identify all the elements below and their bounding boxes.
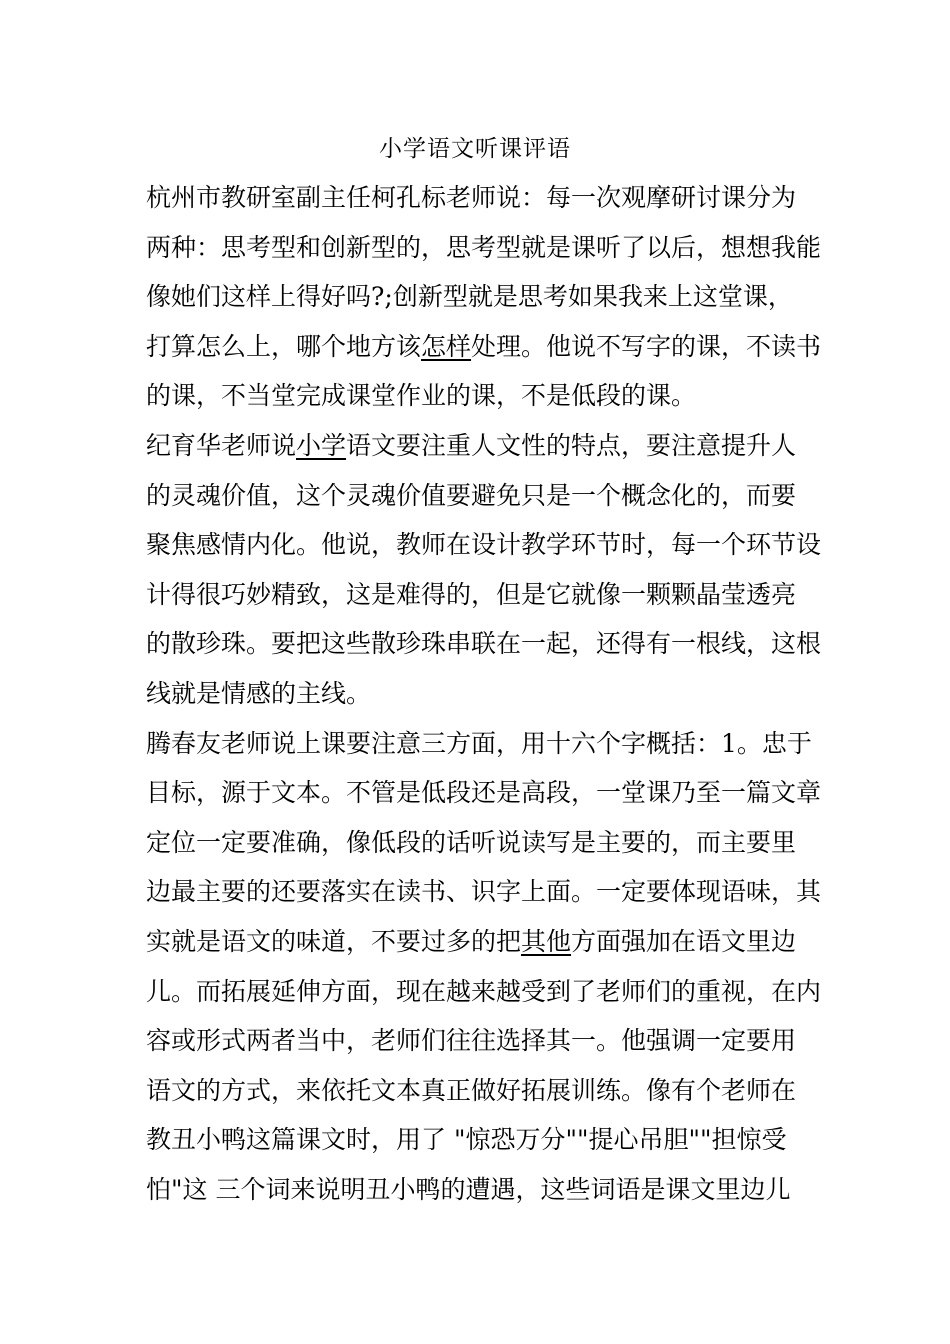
paragraph-line xyxy=(146,1065,812,1117)
text-segment: 线就是情感的主线。 xyxy=(146,679,372,708)
paragraph-line xyxy=(146,222,822,274)
text-segment: 语文的方式，来依托文本真正做好拓展训练。像有个老师在 xyxy=(146,1075,797,1105)
paragraph-line xyxy=(146,519,822,571)
underlined-text: 怎样 xyxy=(421,331,472,361)
paragraph-line xyxy=(146,470,812,522)
text-segment: 两种：思考型和创新型的，思考型就是课听了以后，想想我能 xyxy=(146,232,822,262)
text-segment: 定位一定要准确，像低段的话听说读写是主要的，而主要里 xyxy=(146,827,797,857)
text-segment: 教丑小鸭这篇课文时，用了 "惊恐万分""提心吊胆""担惊受 xyxy=(146,1125,787,1155)
paragraph-line xyxy=(146,817,812,869)
paragraph-line xyxy=(146,321,822,373)
text-segment: 儿。而拓展延伸方面，现在越来越受到了老师们的重视，在内 xyxy=(146,976,822,1006)
document-title: 小学语文听课评语 xyxy=(379,136,571,162)
paragraph-line xyxy=(146,718,812,770)
paragraph-line xyxy=(146,1114,812,1166)
paragraph-line xyxy=(146,668,812,720)
text-segment: 方面强加在语文里边 xyxy=(571,927,797,956)
text-segment: 怕"这 三个词来说明丑小鸭的遭遇，这些词语是课文里边儿 xyxy=(146,1175,791,1204)
text-segment: 杭州市教研室副主任柯孔标老师说：每一次观摩研讨课分为 xyxy=(146,183,797,212)
underlined-text: 其他 xyxy=(521,927,572,956)
paragraph-line xyxy=(146,271,812,323)
paragraph-line xyxy=(146,370,812,422)
paragraph-line xyxy=(146,569,812,621)
paragraph-line xyxy=(146,618,822,670)
text-segment: 目标，源于文本。不管是低段还是高段，一堂课乃至一篇文章 xyxy=(146,778,822,808)
paragraph-line xyxy=(146,420,812,472)
text-segment: 实就是语文的味道，不要过多的把 xyxy=(146,927,522,956)
text-segment: 纪育华老师说 xyxy=(146,431,297,460)
text-segment: 容或形式两者当中，老师们往往选择其一。他强调一定要用 xyxy=(146,1026,797,1056)
text-segment: 处理。他说不写字的课，不读书 xyxy=(471,331,822,361)
text-segment: 的散珍珠。要把这些散珍珠串联在一起，还得有一根线，这根 xyxy=(146,629,822,659)
paragraph-line xyxy=(146,767,822,819)
paragraph-line xyxy=(146,866,822,918)
paragraph-line xyxy=(146,916,812,968)
text-segment: 计得很巧妙精致，这是难得的，但是它就像一颗颗晶莹透亮 xyxy=(146,579,797,609)
text-segment: 边最主要的还要落实在读书、识字上面。一定要体现语味，其 xyxy=(146,877,822,907)
paragraph-line xyxy=(146,966,822,1018)
text-segment: 语文要注重人文性的特点，要注意提升人 xyxy=(346,431,797,460)
text-segment: 腾春友老师说上课要注意三方面，用十六个字概括：1。忠于 xyxy=(146,728,812,758)
underlined-text: 小学 xyxy=(296,431,347,460)
text-segment: 打算怎么上，哪个地方该 xyxy=(146,331,422,361)
text-segment: 像她们这样上得好吗?;创新型就是思考如果我来上这堂课， xyxy=(146,282,793,312)
text-segment: 聚焦感情内化。他说，教师在设计教学环节时，每一个环节设 xyxy=(146,530,822,560)
paragraph-line xyxy=(146,172,812,224)
text-segment: 的灵魂价值，这个灵魂价值要避免只是一个概念化的，而要 xyxy=(146,480,797,510)
text-segment: 的课，不当堂完成课堂作业的课，不是低段的课。 xyxy=(146,381,697,411)
paragraph-line xyxy=(146,1164,812,1216)
paragraph-line xyxy=(146,1015,812,1067)
